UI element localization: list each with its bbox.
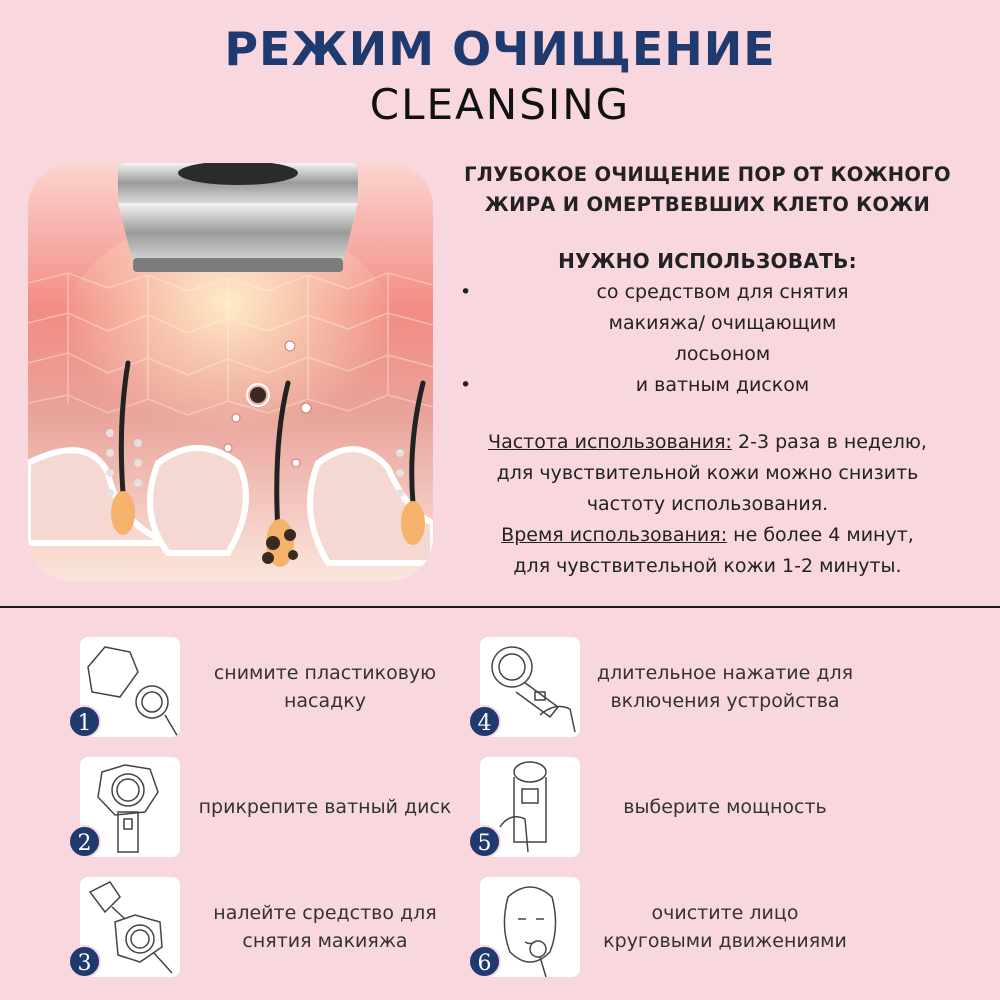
step-6 (477, 877, 960, 987)
step-number-badge: 6 (468, 945, 501, 978)
step-5 (477, 757, 960, 867)
frequency-text: 2-3 раза в неделю, (738, 431, 927, 453)
step-text: налейте средство для снятия макияжа (213, 902, 437, 952)
need-title: НУЖНО ИСПОЛЬЗОВАТЬ: (558, 249, 857, 273)
bullet-icon: • (460, 281, 472, 303)
list-item (440, 370, 975, 401)
section-divider (0, 606, 1000, 608)
frequency-label: Частота использования: (488, 431, 732, 453)
step-text: очистите лицо круговыми движениями (603, 902, 847, 952)
step-text: длительное нажатие для включения устройства (596, 662, 854, 712)
bullet-icon: • (460, 374, 472, 396)
step-text: выберите мощность (623, 796, 827, 818)
time-line-2: для чувствительной кожи 1-2 минуты. (513, 555, 902, 577)
step-number-badge: 4 (468, 705, 501, 738)
time-label: Время использования: (501, 524, 728, 546)
step-4 (477, 637, 960, 747)
step-number-badge: 3 (68, 945, 101, 978)
frequency-line-3: частоту использования. (586, 493, 829, 515)
frequency-line-2: для чувствительной кожи можно снизить (496, 462, 919, 484)
requirements-list (440, 277, 975, 401)
time-text: не более 4 минут, (733, 524, 914, 546)
page-title: РЕЖИМ ОЧИЩЕНИЕ (224, 22, 776, 76)
headline (440, 160, 975, 220)
info-panel (440, 160, 975, 582)
list-item-text: и ватным диском (635, 374, 810, 396)
skin-cleansing-illustration (28, 163, 433, 581)
list-item (440, 277, 975, 370)
step-text: снимите пластиковую насадку (213, 662, 437, 712)
step-number-badge: 5 (468, 825, 501, 858)
headline-line-2: ЖИРА И ОМЕРТВЕВШИХ КЛЕТО КОЖИ (484, 193, 931, 216)
step-number-badge: 1 (68, 705, 101, 738)
page-subtitle: CLEANSING (369, 80, 631, 129)
usage-info (440, 427, 975, 582)
list-item-text: со средством для снятия макияжа/ очищающим лосьоном (596, 281, 849, 365)
step-text: прикрепите ватный диск (198, 796, 452, 818)
step-number-badge: 2 (68, 825, 101, 858)
headline-line-1: ГЛУБОКОЕ ОЧИЩЕНИЕ ПОР ОТ КОЖНОГО (464, 163, 951, 186)
